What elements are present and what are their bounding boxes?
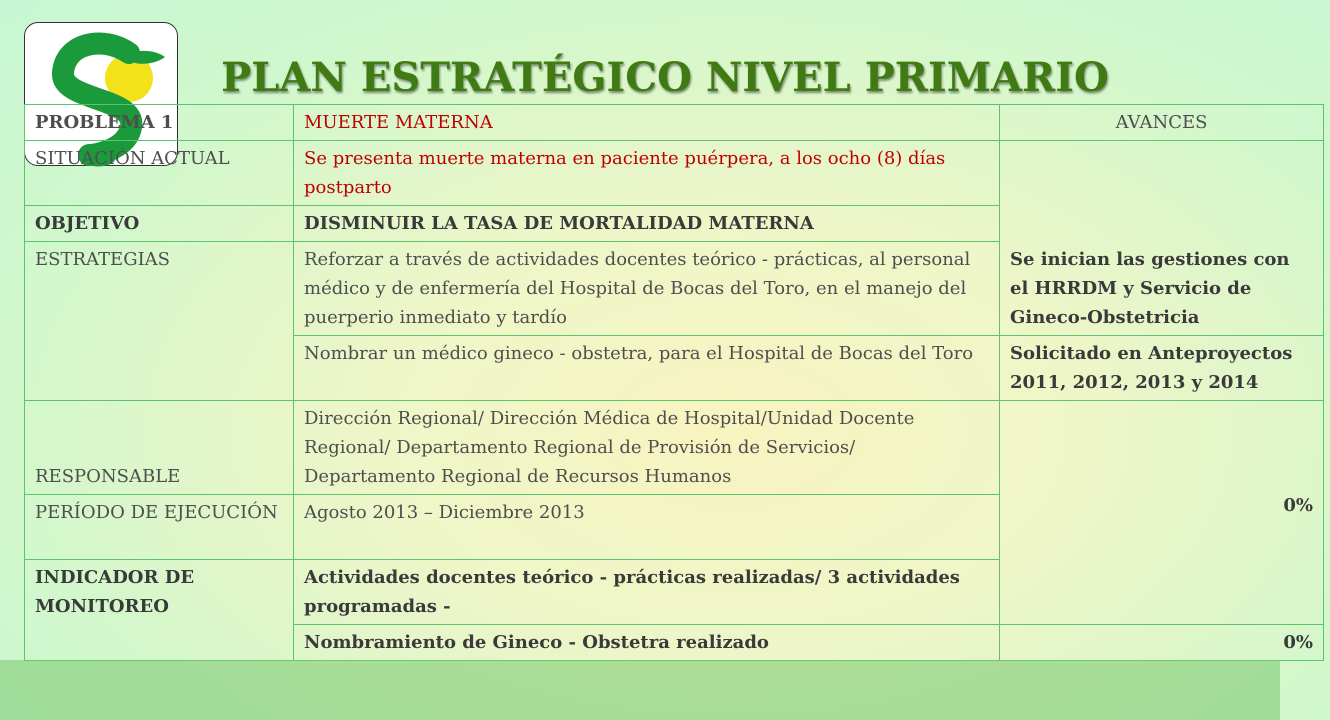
problem-value: MUERTE MATERNA — [294, 105, 1000, 141]
situation-label: SITUACIÓN ACTUAL — [25, 141, 294, 206]
objective-label: OBJETIVO — [25, 206, 294, 242]
strategy-item-2: Nombrar un médico gineco - obstetra, para el Hospital de Bocas del Toro — [294, 336, 1000, 401]
objective-value: DISMINUIR LA TASA DE MORTALIDAD MATERNA — [294, 206, 1000, 242]
period-label: PERÍODO DE EJECUCIÓN — [25, 495, 294, 560]
problem-label: PROBLEMA 1 — [25, 105, 294, 141]
indicator-value-2: Nombramiento de Gineco - Obstetra realizado — [294, 625, 1000, 661]
situation-value: Se presenta muerte materna en paciente puérpera, a los ocho (8) días postparto — [294, 141, 1000, 206]
strategy-advance-1: Se inician las gestiones con el HRRDM y Servicio de Gineco-Obstetricia — [1000, 141, 1324, 336]
indicator-advance-1: 0% — [1000, 401, 1324, 625]
strategies-label: ESTRATEGIAS — [25, 242, 294, 401]
strategy-item-1: Reforzar a través de actividades docentes teórico - prácticas, al personal médico y de enfermería del Hospital de Bocas del Toro, en el manejo del puerperio inmediato y tardío — [294, 242, 1000, 336]
strategy-advance-2: Solicitado en Anteproyectos 2011, 2012, 2013 y 2014 — [1000, 336, 1324, 401]
table-row — [25, 105, 1324, 141]
responsible-value: Dirección Regional/ Dirección Médica de Hospital/Unidad Docente Regional/ Departamento Regional de Provisión de Servicios/ Departamento Regional de Recursos Humanos — [294, 401, 1000, 495]
table-row — [25, 401, 1324, 495]
footer-band — [0, 660, 1280, 720]
responsible-label: RESPONSABLE — [25, 401, 294, 495]
period-value: Agosto 2013 – Diciembre 2013 — [294, 495, 1000, 560]
indicator-label: INDICADOR DE MONITOREO — [25, 560, 294, 661]
table-row — [25, 141, 1324, 206]
advances-header: AVANCES — [1000, 105, 1324, 141]
page-title: PLAN ESTRATÉGICO NIVEL PRIMARIO — [221, 54, 1109, 101]
plan-table — [24, 104, 1324, 661]
indicator-advance-2: 0% — [1000, 625, 1324, 661]
indicator-value-1: Actividades docentes teórico - prácticas realizadas/ 3 actividades programadas - — [294, 560, 1000, 625]
